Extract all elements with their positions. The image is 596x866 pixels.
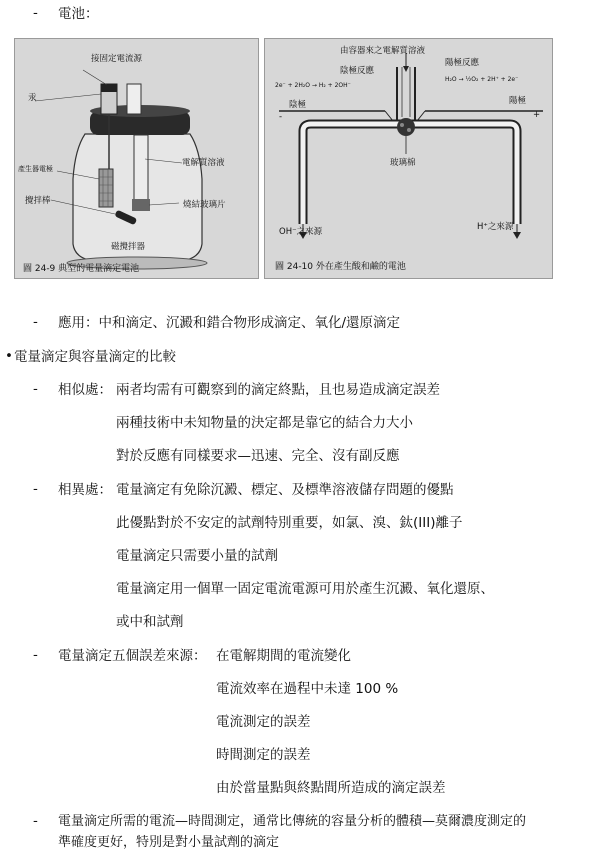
label-frit: 燒結玻璃片 [183, 200, 226, 210]
label-cathode-reaction: 陰極反應 [340, 66, 375, 76]
differences-label: 相異處： [58, 482, 112, 498]
applications-line: 應用：中和滴定、沉澱和錯合物形成滴定、氧化/還原滴定 [58, 315, 401, 331]
bullet-marker: • [5, 348, 13, 364]
difference-item: 電量滴定有免除沉澱、標定、及標準溶液儲存問題的優點 [116, 482, 454, 498]
errors-label: 電量滴定五個誤差來源： [58, 648, 207, 664]
label-glass-wool: 玻璃棉 [390, 158, 416, 168]
glass-wool-shape [397, 118, 415, 136]
label-magnetic-stirrer: 磁攪拌器 [111, 242, 146, 252]
error-item: 電流效率在過程中未達 100 % [216, 681, 399, 697]
label-oh-source: OH⁻之來源 [279, 227, 323, 237]
cathode-equation: 2e⁻ + 2H₂O → H₂ + 2OH⁻ [275, 82, 351, 89]
dash-marker: - [33, 813, 38, 829]
label-h-source: H⁺之來源 [477, 222, 514, 232]
error-item: 電流測定的誤差 [216, 714, 311, 730]
anode-equation: H₂O → ½O₂ + 2H⁺ + 2e⁻ [445, 76, 519, 83]
tube-outer-shape [303, 124, 517, 224]
difference-item: 或中和試劑 [116, 614, 184, 630]
label-stirrer: 攪拌棒 [25, 196, 51, 206]
difference-item: 電量滴定只需要小量的試劑 [116, 548, 278, 564]
label-clamp: 接固定電流源 [91, 54, 143, 64]
battery-heading: 電池： [58, 6, 99, 22]
figure-external-generation-cell [264, 38, 553, 279]
similarity-item: 對於反應有同樣要求—迅速、完全、沒有副反應 [116, 448, 400, 464]
comparison-heading: 電量滴定與容量滴定的比較 [14, 349, 176, 365]
error-item: 時間測定的誤差 [216, 747, 311, 763]
difference-item: 此優點對於不安定的試劑特別重要，如氯、溴、鈦(III)離子 [116, 515, 463, 531]
figure1-caption: 圖 24-9 典型的電量滴定電池 [23, 264, 140, 274]
label-generator-electrode: 產生器電極 [18, 165, 53, 173]
error-item: 由於當量點與終點間所造成的滴定誤差 [216, 780, 446, 796]
dash-marker: - [33, 481, 38, 497]
label-electrolyte: 電解質溶液 [182, 158, 225, 168]
error-item: 在電解期間的電流變化 [216, 648, 351, 664]
similarity-item: 兩者均需有可觀察到的滴定終點，且也易造成滴定誤差 [116, 382, 440, 398]
similarity-item: 兩種技術中未知物量的決定都是靠它的結合力大小 [116, 415, 413, 431]
difference-item: 電量滴定用一個單一固定電流電源可用於產生沉澱、氧化還原、 [116, 581, 494, 597]
label-mercury: 汞 [28, 93, 37, 103]
dash-marker: - [33, 381, 38, 397]
figure-coulometric-cell [14, 38, 259, 279]
funnel-shape [397, 67, 415, 121]
similarities-label: 相似處： [58, 382, 112, 398]
dash-marker: - [33, 5, 38, 21]
anode-sign: + [533, 110, 541, 120]
label-anode-reaction: 陽極反應 [445, 58, 480, 68]
label-cathode: 陰極 [289, 100, 307, 110]
conclusion-line: 準確度更好，特別是對小量試劑的滴定 [58, 835, 280, 850]
label-anode: 陽極 [509, 96, 527, 106]
cathode-sign: - [279, 112, 283, 122]
label-electrolyte-from-reservoir: 由容器來之電解質溶液 [340, 46, 426, 56]
figure2-caption: 圖 24-10 外在產生酸和鹼的電池 [275, 262, 406, 272]
dash-marker: - [33, 647, 38, 663]
dash-marker: - [33, 314, 38, 330]
conclusion-line: 電量滴定所需的電流—時間測定，通常比傳統的容量分析的體積—莫爾濃度測定的 [58, 814, 527, 829]
